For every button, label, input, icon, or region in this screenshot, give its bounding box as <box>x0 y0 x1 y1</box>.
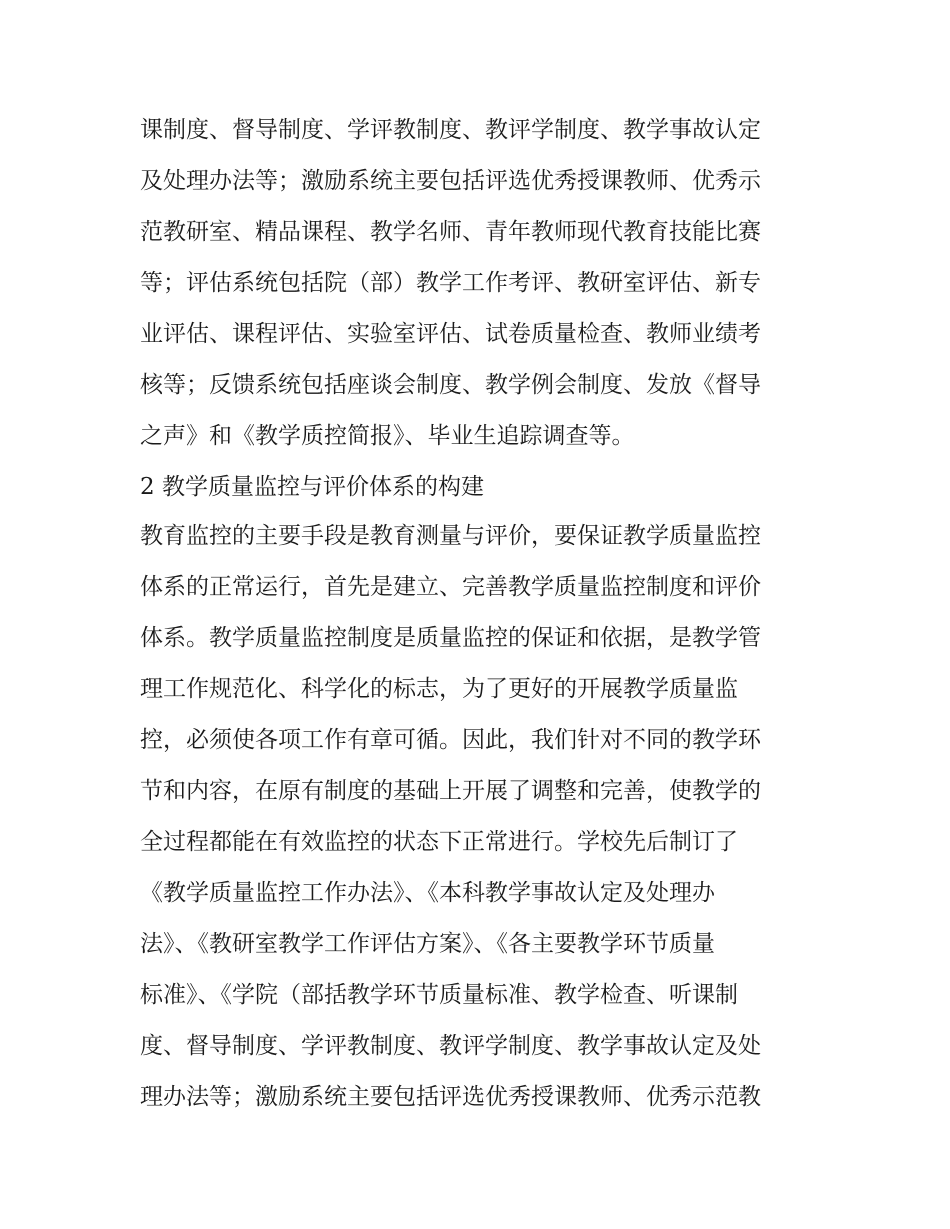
text-line: 等；评估系统包括院（部）教学工作考评、教研室评估、新专 <box>140 270 761 296</box>
text-line: 体系。教学质量监控制度是质量监控的保证和依据，是教学管 <box>140 625 761 651</box>
text-line: 《教学质量监控工作办法》、《本科教学事故认定及处理办 <box>140 880 715 906</box>
text-line: 法》、《教研室教学工作评估方案》、《各主要教学环节质量 <box>140 931 715 957</box>
text-line: 度、督导制度、学评教制度、教评学制度、教学事故认定及处 <box>140 1033 761 1059</box>
text-line: 理工作规范化、科学化的标志，为了更好的开展教学质量监 <box>140 676 738 702</box>
text-line: 范教研室、精品课程、教学名师、青年教师现代教育技能比赛 <box>140 219 761 245</box>
text-line: 标准》、《学院（部括教学环节质量标准、教学检查、听课制 <box>140 982 738 1008</box>
text-line: 业评估、课程评估、实验室评估、试卷质量检查、教师业绩考 <box>140 321 761 347</box>
body-text <box>140 108 820 1126</box>
text-line: 及处理办法等；激励系统主要包括评选优秀授课教师、优秀示 <box>140 168 761 194</box>
text-line: 教育监控的主要手段是教育测量与评价，要保证教学质量监控 <box>140 523 761 549</box>
text-line: 之声》和《教学质控简报》、毕业生追踪调查等。 <box>140 423 635 449</box>
text-line: 体系的正常运行，首先是建立、完善教学质量监控制度和评价 <box>140 574 761 600</box>
text-line: 课制度、督导制度、学评教制度、教评学制度、教学事故认定 <box>140 117 761 143</box>
text-line: 节和内容，在原有制度的基础上开展了调整和完善，使教学的 <box>140 778 761 804</box>
text-line: 控，必须使各项工作有章可循。因此，我们针对不同的教学环 <box>140 727 761 753</box>
text-line: 理办法等；激励系统主要包括评选优秀授课教师、优秀示范教 <box>140 1084 761 1110</box>
section-heading: 2 教学质量监控与评价体系的构建 <box>140 474 484 500</box>
text-line: 全过程都能在有效监控的状态下正常进行。学校先后制订了 <box>140 829 738 855</box>
text-line: 核等；反馈系统包括座谈会制度、教学例会制度、发放《督导 <box>140 372 761 398</box>
